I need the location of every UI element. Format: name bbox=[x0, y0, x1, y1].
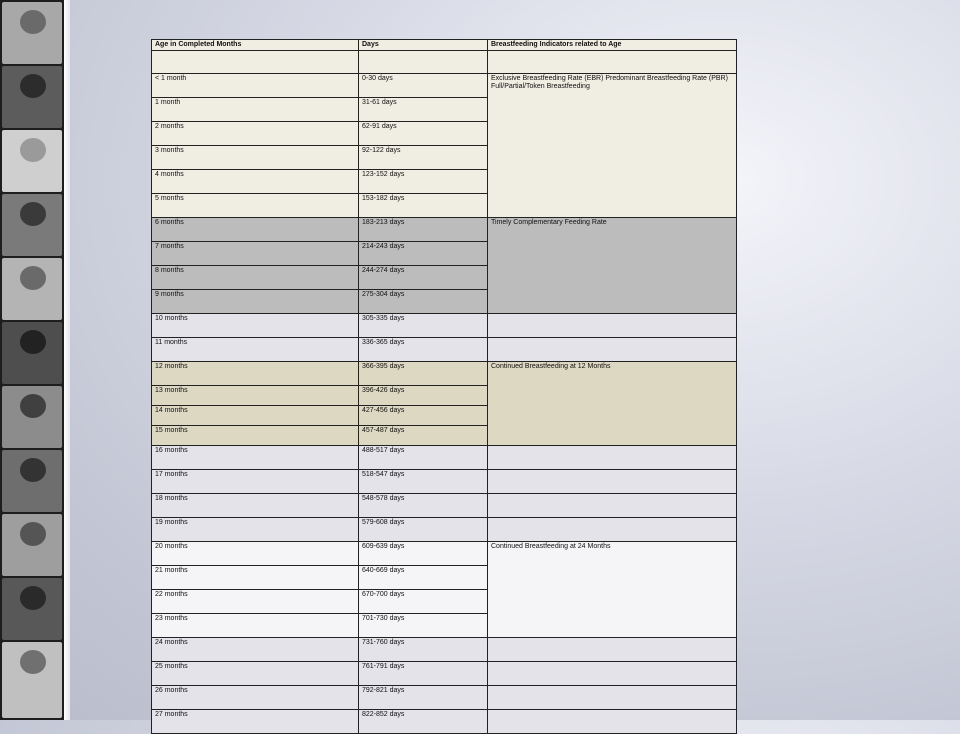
indicator-cell: Timely Complementary Feeding Rate bbox=[488, 218, 737, 314]
age-cell: 13 months bbox=[152, 386, 359, 406]
age-cell: 1 month bbox=[152, 98, 359, 122]
days-cell: 701-730 days bbox=[359, 614, 488, 638]
days-cell: 396-426 days bbox=[359, 386, 488, 406]
age-cell: 17 months bbox=[152, 470, 359, 494]
child-photo bbox=[2, 514, 62, 576]
child-photo bbox=[2, 578, 62, 640]
age-cell: < 1 month bbox=[152, 74, 359, 98]
child-photo bbox=[2, 322, 62, 384]
table-row bbox=[152, 314, 737, 338]
table-row bbox=[152, 638, 737, 662]
days-cell: 275-304 days bbox=[359, 290, 488, 314]
age-cell: 7 months bbox=[152, 242, 359, 266]
table-row bbox=[152, 338, 737, 362]
age-cell: 11 months bbox=[152, 338, 359, 362]
table-header-row bbox=[152, 40, 737, 51]
days-cell: 640-669 days bbox=[359, 566, 488, 590]
child-photo bbox=[2, 130, 62, 192]
days-cell: 427-456 days bbox=[359, 406, 488, 426]
table-row bbox=[152, 710, 737, 734]
indicator-cell-empty bbox=[488, 314, 737, 338]
days-cell: 609-639 days bbox=[359, 542, 488, 566]
breastfeeding-table bbox=[151, 39, 737, 734]
days-cell: 336-365 days bbox=[359, 338, 488, 362]
age-cell: 19 months bbox=[152, 518, 359, 542]
table-row bbox=[152, 446, 737, 470]
days-cell: 123-152 days bbox=[359, 170, 488, 194]
age-cell: 22 months bbox=[152, 590, 359, 614]
days-cell: 822-852 days bbox=[359, 710, 488, 734]
days-cell: 548-578 days bbox=[359, 494, 488, 518]
days-cell: 92-122 days bbox=[359, 146, 488, 170]
days-cell: 670-700 days bbox=[359, 590, 488, 614]
child-photo bbox=[2, 66, 62, 128]
table-row bbox=[152, 470, 737, 494]
indicator-cell-empty bbox=[488, 446, 737, 470]
age-cell: 20 months bbox=[152, 542, 359, 566]
table-row bbox=[152, 686, 737, 710]
age-cell: 16 months bbox=[152, 446, 359, 470]
age-cell: 10 months bbox=[152, 314, 359, 338]
age-cell: 4 months bbox=[152, 170, 359, 194]
days-cell: 488-517 days bbox=[359, 446, 488, 470]
age-cell: 2 months bbox=[152, 122, 359, 146]
child-photo bbox=[2, 194, 62, 256]
photo-strip bbox=[0, 0, 64, 720]
table-row bbox=[152, 362, 737, 386]
column-header-days: Days bbox=[359, 40, 488, 51]
table-row bbox=[152, 218, 737, 242]
age-cell: 14 months bbox=[152, 406, 359, 426]
child-photo bbox=[2, 642, 62, 718]
child-photo bbox=[2, 2, 62, 64]
age-cell: 27 months bbox=[152, 710, 359, 734]
days-cell: 31-61 days bbox=[359, 98, 488, 122]
age-cell: 6 months bbox=[152, 218, 359, 242]
indicator-cell-empty bbox=[488, 518, 737, 542]
days-cell: 457-487 days bbox=[359, 426, 488, 446]
table-row bbox=[152, 74, 737, 98]
age-cell: 5 months bbox=[152, 194, 359, 218]
days-cell: 579-608 days bbox=[359, 518, 488, 542]
table-row bbox=[152, 518, 737, 542]
indicator-cell-empty bbox=[488, 686, 737, 710]
child-photo bbox=[2, 450, 62, 512]
age-cell: 26 months bbox=[152, 686, 359, 710]
indicator-cell: Continued Breastfeeding at 24 Months bbox=[488, 542, 737, 638]
table-row bbox=[152, 542, 737, 566]
child-photo bbox=[2, 258, 62, 320]
days-cell: 731-760 days bbox=[359, 638, 488, 662]
age-cell: 24 months bbox=[152, 638, 359, 662]
indicator-cell-empty bbox=[488, 638, 737, 662]
column-header-indicators: Breastfeeding Indicators related to Age bbox=[488, 40, 737, 51]
days-cell: 183-213 days bbox=[359, 218, 488, 242]
child-photo bbox=[2, 386, 62, 448]
days-cell: 305-335 days bbox=[359, 314, 488, 338]
age-cell: 21 months bbox=[152, 566, 359, 590]
days-cell: 761-791 days bbox=[359, 662, 488, 686]
age-cell: 8 months bbox=[152, 266, 359, 290]
age-cell: 25 months bbox=[152, 662, 359, 686]
indicator-cell-empty bbox=[488, 338, 737, 362]
indicator-cell: Continued Breastfeeding at 12 Months bbox=[488, 362, 737, 446]
indicator-cell-empty bbox=[488, 710, 737, 734]
age-cell: 23 months bbox=[152, 614, 359, 638]
age-cell: 18 months bbox=[152, 494, 359, 518]
days-cell: 62-91 days bbox=[359, 122, 488, 146]
table-spacer-row bbox=[152, 51, 737, 74]
table-row bbox=[152, 662, 737, 686]
age-cell: 12 months bbox=[152, 362, 359, 386]
days-cell: 792-821 days bbox=[359, 686, 488, 710]
indicator-cell-empty bbox=[488, 494, 737, 518]
table-row bbox=[152, 494, 737, 518]
age-cell: 9 months bbox=[152, 290, 359, 314]
indicator-cell-empty bbox=[488, 662, 737, 686]
days-cell: 153-182 days bbox=[359, 194, 488, 218]
indicator-cell-empty bbox=[488, 470, 737, 494]
days-cell: 366-395 days bbox=[359, 362, 488, 386]
age-cell: 3 months bbox=[152, 146, 359, 170]
days-cell: 0-30 days bbox=[359, 74, 488, 98]
days-cell: 244-274 days bbox=[359, 266, 488, 290]
days-cell: 214-243 days bbox=[359, 242, 488, 266]
days-cell: 518-547 days bbox=[359, 470, 488, 494]
age-cell: 15 months bbox=[152, 426, 359, 446]
indicator-cell: Exclusive Breastfeeding Rate (EBR) Predominant Breastfeeding Rate (PBR) Full/Partial/Token Breastfeeding bbox=[488, 74, 737, 218]
strip-divider bbox=[64, 0, 70, 720]
column-header-age: Age in Completed Months bbox=[152, 40, 359, 51]
